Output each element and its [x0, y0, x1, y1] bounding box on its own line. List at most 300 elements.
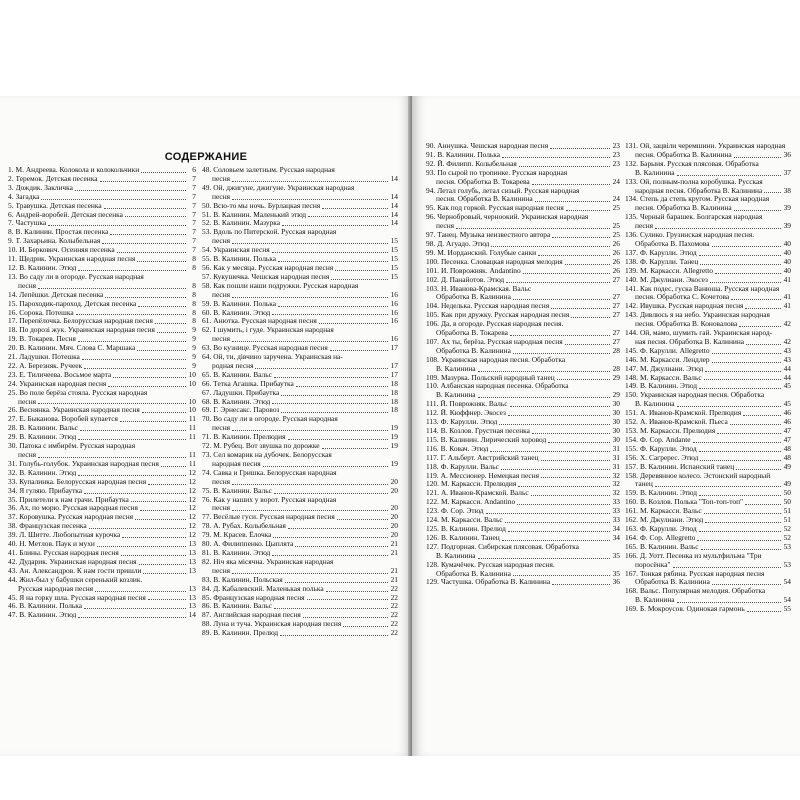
toc-entry [202, 273, 398, 282]
entry-page-number: 50 [783, 489, 791, 498]
dot-leader [137, 350, 186, 351]
dot-leader [272, 555, 388, 556]
entry-title: В. Калинин. Этюд [213, 548, 271, 557]
entry-title: Коровушка. Русская народная песня [19, 513, 134, 522]
entry-number: 80. [202, 540, 212, 549]
toc-entry [625, 347, 791, 356]
toc-entry [426, 338, 620, 347]
toc-entry [8, 442, 196, 451]
dot-leader [705, 522, 781, 523]
entry-page-number: 15 [390, 272, 398, 281]
toc-entry [8, 317, 196, 326]
toc-entry [8, 184, 196, 193]
dot-leader [48, 225, 186, 226]
entry-number: 97. [426, 231, 436, 240]
dot-leader [232, 510, 388, 511]
entry-title: Сорока. Потешка [19, 308, 74, 317]
entry-title: В. Калинин. Этюд [19, 433, 77, 442]
entry-number: 49. [202, 183, 212, 192]
entry-number: 59. [202, 299, 212, 308]
entry-number: 91. [426, 150, 436, 159]
entry-number: 139. [625, 266, 638, 275]
toc-entry [625, 543, 791, 552]
entry-title: Ф. Сор. Andante [639, 435, 691, 444]
entry-number: 135. [625, 213, 638, 222]
entry-title: В. Калинин. Вальс [213, 486, 272, 495]
entry-page-number: 22 [390, 593, 398, 602]
dot-leader [78, 270, 186, 271]
entry-page-number: 8 [192, 263, 196, 272]
entry-number: 142. [625, 302, 638, 311]
entry-title: Албанская народная песенка. Обработка [440, 382, 569, 391]
dot-leader [704, 379, 781, 380]
entry-page-number: 54 [783, 578, 791, 587]
entry-title: Веснянка. Украинская народная песня [19, 406, 140, 415]
entry-number: 119. [426, 471, 439, 480]
toc-entry [8, 166, 196, 175]
dot-leader [502, 157, 610, 158]
entry-title: песня. Обработка В. Калинина [436, 195, 533, 204]
toc-entry [625, 258, 791, 267]
entry-title: В. Калинин. Польская [213, 575, 283, 584]
entry-page-number: 20 [390, 513, 398, 522]
entry-number: 118. [426, 462, 439, 471]
toc-entry [625, 525, 791, 534]
entry-title: В. Калинин. Вальс [213, 602, 272, 611]
toc-entry [202, 344, 398, 353]
entry-title: Соловьем залетным. Русская народная [213, 166, 335, 174]
entry-title: В. Калинин. Этюд [19, 263, 77, 272]
dot-leader [510, 335, 610, 336]
toc-entry [426, 391, 620, 400]
entry-number: 22. [8, 361, 18, 370]
entry-page-number: 29 [612, 391, 620, 400]
dot-leader [550, 148, 610, 149]
entry-number: 38. [8, 522, 18, 531]
entry-page-number: 13 [188, 548, 196, 557]
entry-title: Патока с имбирём. Русская народная [19, 442, 136, 451]
dot-leader [705, 371, 781, 372]
entry-page-number: 32 [612, 489, 620, 498]
dot-leader [78, 617, 186, 618]
entry-number: 12. [8, 263, 18, 272]
dot-leader [747, 611, 781, 612]
entry-title: Неделька. Русская народная песня [440, 302, 550, 311]
dot-leader [143, 573, 186, 574]
toc-entry [8, 335, 196, 344]
toc-entry [426, 543, 620, 552]
dot-leader [541, 460, 610, 461]
entry-page-number: 7 [192, 219, 196, 228]
entry-page-number: 51 [783, 507, 791, 516]
entry-title: М. Каркасси. Лендлер [639, 355, 710, 364]
entry-page-number: 12 [188, 468, 196, 477]
entry-number: 168. [625, 587, 638, 596]
toc-entry [202, 611, 398, 620]
entry-number: 25. [8, 388, 18, 397]
dot-leader [699, 531, 781, 532]
entry-page-number: 11 [188, 451, 196, 459]
entry-title: М. Джулиани. Экосез [639, 275, 708, 284]
toc-entry [202, 371, 398, 380]
dot-leader [506, 282, 610, 283]
entry-title: Ф. Карулли. Вальс [440, 462, 499, 471]
entry-title: Блины. Русская народная песня [19, 548, 119, 557]
dot-leader [335, 270, 388, 271]
entry-page-number: 7 [192, 228, 196, 237]
entry-page-number: 16 [390, 308, 398, 317]
dot-leader [677, 175, 781, 176]
dot-leader [78, 341, 186, 342]
entry-title: Тетка Агашка. Прибаутка [213, 379, 294, 388]
dot-leader [157, 332, 186, 333]
entry-number: 102. [426, 275, 439, 284]
dot-leader [263, 466, 388, 467]
dot-leader [282, 225, 388, 226]
toc-entry [625, 382, 791, 391]
entry-page-number: 16 [390, 317, 398, 326]
entry-title: Французская песенка [19, 522, 87, 531]
toc-entry [8, 273, 196, 282]
toc-entry [625, 222, 791, 231]
entry-page-number: 22 [390, 629, 398, 638]
entry-number: 74. [202, 468, 212, 477]
toc-entry [202, 594, 398, 603]
entry-title: Во саду ли в огороде. Русская народная [19, 272, 144, 281]
entry-number: 83. [202, 575, 212, 584]
entry-title: Обработка В. Калинина [635, 578, 710, 587]
entry-number: 113. [426, 418, 439, 427]
entry-number: 64. [202, 353, 212, 362]
entry-page-number: 19 [390, 433, 398, 442]
dot-leader [502, 540, 610, 541]
entry-title: Й. Кюффнер. Экосез [440, 409, 506, 418]
entry-page-number: 26 [612, 257, 620, 266]
dot-leader [38, 288, 186, 289]
entry-number: 1. [8, 166, 14, 174]
toc-entry [8, 255, 196, 264]
entry-page-number: 30 [612, 409, 620, 418]
toc-entry [625, 338, 791, 347]
entry-title: Я на горку шла. Русская народная песня [19, 593, 146, 602]
entry-page-number: 27 [612, 302, 620, 311]
entry-page-number: 27 [612, 337, 620, 346]
toc-entry [8, 460, 196, 469]
entry-number: 86. [202, 602, 212, 611]
entry-number: 18. [8, 326, 18, 335]
entry-number: 153. [625, 427, 638, 435]
entry-title: В. Калинин. Этюд [639, 382, 697, 391]
entry-number: 61. [202, 317, 212, 326]
entry-page-number: 24 [612, 177, 620, 186]
entry-page-number: 47 [783, 427, 791, 435]
entry-number: 7. [8, 219, 14, 228]
entry-title: Ой, ти, дівчино заручена. Украинская на- [213, 353, 343, 362]
toc-entry [426, 240, 620, 249]
entry-page-number: 46 [783, 418, 791, 427]
dot-leader [566, 210, 610, 211]
toc-entry [8, 309, 196, 318]
entry-title: песня. Обработка В. Калинина [635, 204, 732, 213]
book-spread [0, 96, 800, 756]
entry-number: 20. [8, 344, 18, 353]
toc-entry [8, 193, 196, 202]
entry-page-number: 23 [612, 142, 620, 150]
dot-leader [673, 567, 781, 568]
entry-title: Ф. Карулли. Allegretto [639, 346, 710, 355]
toc-column-1 [8, 166, 196, 620]
entry-number: 6. [8, 210, 14, 219]
dot-leader [281, 412, 388, 413]
dot-leader [739, 326, 781, 327]
entry-page-number: 55 [783, 605, 791, 614]
entry-number: 41. [8, 548, 18, 557]
dot-leader [288, 439, 388, 440]
toc-entry [202, 576, 398, 585]
entry-number: 150. [625, 391, 638, 400]
entry-number: 94. [426, 186, 436, 195]
entry-title: По сырой по тропинке. Русская народная [437, 168, 568, 177]
entry-title: Теремок. Детская песенка [15, 174, 98, 183]
dot-leader [105, 297, 186, 298]
toc-entry [426, 365, 620, 374]
entry-number: 101. [426, 266, 439, 275]
entry-page-number: 15 [390, 246, 398, 255]
toc-entry [8, 175, 196, 184]
toc-entry [8, 567, 196, 576]
entry-number: 84. [202, 584, 212, 593]
toc-entry [8, 558, 196, 567]
toc-entry [202, 504, 398, 513]
entry-page-number: 25 [612, 231, 620, 240]
entry-number: 98. [426, 239, 436, 248]
entry-page-number: 9 [192, 361, 196, 370]
entry-number: 122. [426, 498, 439, 507]
toc-entry [625, 391, 791, 400]
entry-number: 124. [426, 516, 439, 525]
toc-entry [8, 424, 196, 433]
entry-number: 111. [426, 400, 439, 409]
entry-number: 125. [426, 524, 439, 533]
dot-leader [122, 537, 186, 538]
entry-title: В. Козлов. Полька "Топ-топ-топ" [639, 498, 744, 507]
entry-page-number: 13 [188, 557, 196, 566]
entry-title: В. Калинин. Полька [213, 255, 277, 264]
toc-entry [8, 219, 196, 228]
entry-page-number: 24 [612, 195, 620, 204]
entry-title: Как у месяца. Русская народная песня [213, 263, 334, 272]
entry-page-number: 9 [192, 344, 196, 353]
entry-title: ная песня. Обработка В. Калинина [635, 337, 745, 346]
entry-title: А. Березняк. Ручеек [19, 361, 83, 370]
toc-entry [202, 415, 398, 424]
toc-entry [426, 480, 620, 489]
entry-page-number: 13 [188, 584, 196, 593]
toc-entry [426, 222, 620, 231]
dot-leader [75, 190, 186, 191]
entry-number: 36. [8, 504, 18, 513]
entry-page-number: 32 [612, 471, 620, 480]
entry-number: 154. [625, 435, 638, 444]
dot-leader [655, 486, 781, 487]
entry-title: В. Калинин. Маленький этюд [213, 210, 307, 219]
toc-entry [426, 285, 620, 294]
toc-entry [426, 552, 620, 561]
dot-leader [307, 599, 388, 600]
entry-page-number: 17 [390, 361, 398, 370]
entry-page-number: 13 [188, 602, 196, 611]
entry-title: Ивушка. Русская народная песня [639, 302, 744, 311]
toc-entry [426, 311, 620, 320]
entry-page-number: 16 [390, 335, 398, 344]
dot-leader [499, 424, 610, 425]
dot-leader [131, 501, 186, 502]
entry-number: 33. [8, 477, 18, 486]
entry-title: Деревянное колесо. Эстонский народный [639, 471, 771, 480]
entry-page-number: 30 [612, 427, 620, 435]
dot-leader [517, 504, 610, 505]
dot-leader [138, 306, 186, 307]
entry-title: Подгорная. Сибирская плясовая. Обработка [440, 542, 579, 551]
toc-entry [202, 442, 398, 451]
toc-entry [202, 478, 398, 487]
entry-number: 88. [202, 620, 212, 629]
toc-entry [625, 142, 791, 151]
entry-page-number: 10 [188, 397, 196, 406]
entry-number: 93. [426, 168, 436, 177]
entry-title: Обработка В. Калинина [436, 346, 511, 355]
entry-number: 167. [625, 569, 638, 578]
dot-leader [491, 246, 610, 247]
entry-number: 106. [426, 320, 439, 329]
toc-entry [8, 585, 196, 594]
toc-entry [426, 195, 620, 204]
entry-number: 148. [625, 373, 638, 382]
entry-page-number: 20 [390, 522, 398, 531]
entry-page-number: 21 [390, 566, 398, 575]
toc-entry [625, 578, 791, 587]
entry-title: В. Калинин. Прелюд [213, 629, 279, 638]
toc-entry [202, 380, 398, 389]
entry-page-number: 40 [783, 239, 791, 248]
toc-entry [625, 160, 791, 169]
entry-title: Во саду ли в огороде. Русская народная [213, 415, 338, 424]
dot-leader [501, 469, 610, 470]
toc-entry [202, 211, 398, 220]
dot-leader [541, 477, 610, 478]
toc-entry [202, 451, 398, 460]
toc-entry [8, 371, 196, 380]
dot-leader [699, 495, 781, 496]
entry-title: Частушка. Обработка В. Калинина [440, 578, 551, 587]
left-page [0, 96, 412, 756]
entry-page-number: 22 [390, 602, 398, 611]
entry-title: песня. Обработка С. Кочетова [635, 293, 730, 302]
toc-entry [625, 596, 791, 605]
entry-page-number: 34 [612, 524, 620, 533]
toc-entry [625, 570, 791, 579]
entry-page-number: 22 [390, 584, 398, 593]
entry-title: А. Мессионер. Немецкая песня [440, 471, 540, 480]
entry-number: 66. [202, 379, 212, 388]
entry-number: 133. [625, 177, 638, 186]
entry-page-number: 48 [783, 444, 791, 453]
toc-entry [202, 469, 398, 478]
entry-title: В. Калинин. Прелюдия [213, 433, 286, 442]
toc-entry [8, 496, 196, 505]
right-page [412, 96, 800, 756]
toc-entry [202, 513, 398, 522]
entry-number: 104. [426, 302, 439, 311]
entry-title: В. Калинин. Лирический хоровод [440, 435, 547, 444]
dot-leader [161, 466, 186, 467]
dot-leader [552, 584, 610, 585]
dot-leader [137, 261, 186, 262]
entry-page-number: 14 [390, 192, 398, 201]
toc-entry [426, 213, 620, 222]
entry-number: 82. [202, 557, 212, 566]
entry-title: М. Рубец. Вот звушка по дорожке [213, 442, 320, 451]
entry-page-number: 8 [192, 317, 196, 326]
toc-entry [8, 211, 196, 220]
entry-number: 169. [625, 605, 638, 614]
entry-title: Ой, джигуне, джигуне. Украинская народная [213, 183, 355, 192]
entry-number: 56. [202, 263, 212, 272]
toc-entry [625, 552, 791, 561]
toc-entry [8, 531, 196, 540]
toc-entry [426, 427, 620, 436]
entry-title: Русская народная песня [18, 584, 94, 593]
entry-title: Во кузнице. Русская народная песня [213, 344, 328, 353]
entry-title: В. Козлов. Грустная песенка [440, 427, 530, 435]
entry-page-number: 21 [390, 548, 398, 557]
entry-page-number: 20 [390, 477, 398, 486]
toc-entry [426, 276, 620, 285]
entry-title: В. Калинин. Прелюд [440, 524, 506, 533]
entry-title: песня [18, 451, 37, 459]
entry-page-number: 37 [783, 168, 791, 177]
toc-entry [202, 300, 398, 309]
entry-title: песня [212, 335, 231, 344]
dot-leader [343, 626, 388, 627]
dot-leader [337, 519, 388, 520]
dot-leader [281, 395, 388, 396]
entry-title: песня. Обработка В. Токарева [436, 177, 530, 186]
entry-number: 77. [202, 513, 212, 522]
entry-title: Обработка В. Токарева [436, 329, 508, 338]
dot-leader [308, 216, 388, 217]
toc-entry [426, 489, 620, 498]
entry-title: В. Калинин. Испанский танец [639, 462, 735, 471]
entry-number: 103. [426, 284, 439, 293]
entry-title: Песенка. Словацкая народная мелодия [440, 257, 563, 266]
dot-leader [78, 475, 186, 476]
toc-entry [625, 427, 791, 436]
dot-leader [734, 210, 781, 211]
entry-page-number: 21 [390, 575, 398, 584]
entry-number: 107. [426, 337, 439, 346]
entry-title: Черный барашек. Болгарская народная [639, 213, 763, 222]
entry-page-number: 8 [192, 281, 196, 290]
toc-entry [625, 320, 791, 329]
entry-number: 162. [625, 516, 638, 525]
entry-page-number: 26 [612, 239, 620, 248]
dot-leader [280, 635, 388, 636]
toc-entry [202, 433, 398, 442]
entry-page-number: 15 [390, 237, 398, 246]
toc-entry [625, 267, 791, 276]
entry-page-number: 12 [188, 495, 196, 504]
